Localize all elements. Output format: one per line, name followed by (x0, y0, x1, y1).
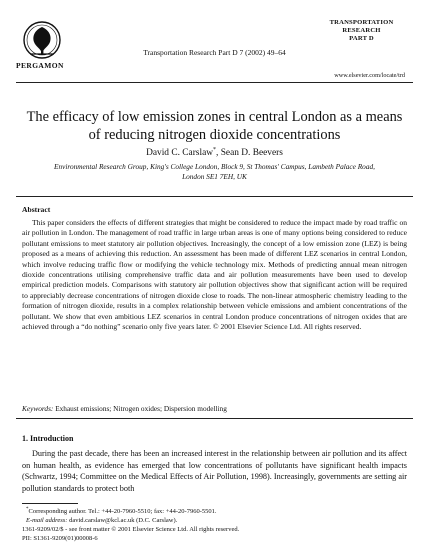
footnote-mark: * (26, 507, 29, 512)
copyright-line: 1361-9209/02/$ - see front matter © 2001 Elsevier Science Ltd. All rights reserved. (22, 526, 240, 533)
footnote-corresponding-text: Corresponding author. Tel.: +44-20-7960-5510; fax: +44-20-7960-5501. (28, 508, 217, 516)
author-name: David C. Carslaw (146, 148, 213, 159)
footnote-divider (22, 503, 78, 504)
keywords-list: Exhaust emissions; Nitrogen oxides; Dispersion modelling (55, 404, 227, 413)
abstract-text: This paper considers the effects of different strategies that might be considered to reduce the impact made by road traffic on air pollution in London. The management of road traffic in large urban areas is one of many options being considered to reduce pollutant emissions to meet statutory air pollution objectives. Increasingly, the concept of a low emission zone (LEZ) is being proposed as a means of achieving this reduction. An assessment has been made of different LEZ scenarios in central London, which involve reducing traffic flow or modifying the vehicle technology mix. Methods of predicting annual mean nitrogen dioxide concentrations utilising comprehensive traffic data and air pollution measurements have been used to develop empirical prediction models. Comparisons with statutory air pollution objectives show that significant action will be required to appreciably decrease concentrations of nitrogen dioxide close to roads. The non-linear atmospheric chemistry leading to the formation of nitrogen dioxide, results in a complex relationship between vehicle emissions and ambient concentrations of the pollutant. We show that even ambitious LEZ scenarios in central London produce concentrations of nitrogen oxides that are achieved through a “do nothing” scenario only five years later. © 2001 Elsevier Science Ltd. All rights reserved. (22, 218, 407, 332)
author-name: Sean D. Beevers (220, 148, 283, 159)
corresponding-author-mark[interactable]: * (213, 147, 216, 153)
email-label: E-mail address: (26, 516, 68, 524)
journal-name-line: PART D (349, 35, 374, 42)
journal-name (314, 19, 409, 43)
affiliation (40, 162, 389, 181)
pii-line: PII: S1361-9209(01)00008-6 (22, 534, 98, 542)
header-divider (16, 82, 413, 83)
keywords-label: Keywords: (22, 404, 54, 413)
author-list (0, 147, 429, 158)
copyright-block (22, 526, 239, 543)
email-address-link[interactable]: david.carslaw@kcl.ac.uk (D.C. Carslaw). (69, 516, 178, 524)
article-title: The efficacy of low emission zones in central London as a means of reducing nitrogen dioxide concentrations (26, 109, 403, 143)
footnote (26, 506, 217, 525)
journal-name-line: RESEARCH (342, 27, 381, 34)
affiliation-line: London SE1 7EH, UK (182, 171, 247, 181)
journal-reference: Transportation Research Part D 7 (2002) 49–64 (143, 48, 286, 57)
intro-paragraph: During the past decade, there has been an increased interest in the relationship between air pollution and its affect on human health, as evidence has emerged that low concentrations of pollutants have significant health impacts (Schwartz, 1994; Committee on the Medical Effects of Air Pollution, 1998). Increasingly, governments are setting air pollution standards to protect both (22, 449, 407, 493)
abstract-heading: Abstract (22, 205, 51, 214)
publisher-name: PERGAMON (16, 61, 64, 70)
abstract-top-divider (16, 196, 413, 197)
footnote-corresponding (26, 506, 217, 517)
journal-url-link[interactable]: www.elsevier.com/locate/trd (334, 72, 405, 79)
keywords (22, 404, 227, 413)
affiliation-line: Environmental Research Group, King's College London, Block 9, St Thomas' Campus, Lambeth Palace Road, (54, 162, 375, 171)
abstract-bottom-divider (16, 418, 413, 419)
footnote-email (26, 517, 217, 525)
section-heading: 1. Introduction (22, 434, 74, 443)
author-separator: , (216, 148, 221, 159)
journal-name-line: TRANSPORTATION (329, 19, 394, 26)
page-header (0, 0, 429, 84)
